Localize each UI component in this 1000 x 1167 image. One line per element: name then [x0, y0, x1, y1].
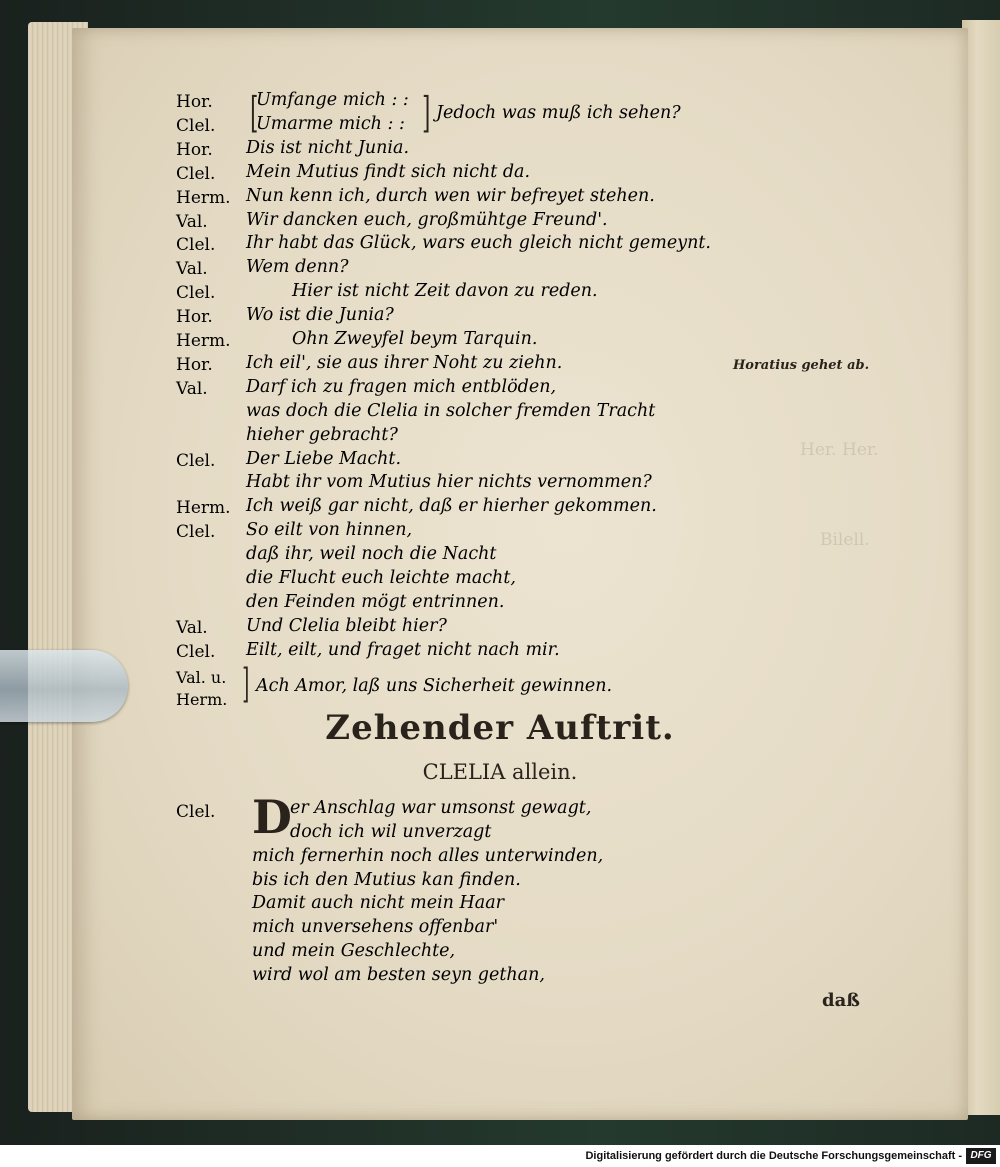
speaker-label: Hor.: [176, 139, 213, 160]
left-bracket: [: [250, 88, 259, 137]
dialogue-line: Ich eil', sie aus ihrer Noht zu ziehn.: [246, 352, 563, 373]
dialogue-line: Hier ist nicht Zeit davon zu reden.: [292, 281, 598, 302]
dialogue-line: was doch die Clelia in solcher fremden Tracht: [246, 400, 656, 421]
dialogue-line: Dis ist nicht Junia.: [246, 137, 410, 158]
scene-line: bis ich den Mutius kan finden.: [252, 869, 521, 890]
dialogue-line: Darf ich zu fragen mich entblöden,: [246, 376, 557, 397]
dialogue-line: Umarme mich : :: [256, 113, 405, 134]
dialogue-line: den Feinden mögt entrinnen.: [246, 591, 505, 612]
right-bracket: ]: [422, 88, 431, 137]
joint-speaker-1: Val. u.: [176, 668, 227, 687]
speaker-label: Clel.: [176, 235, 216, 256]
dialogue-line: Habt ihr vom Mutius hier nichts vernommen?: [246, 472, 652, 493]
joint-speaker-2: Herm.: [176, 690, 228, 709]
joint-line: Ach Amor, laß uns Sicherheit gewinnen.: [256, 676, 613, 696]
dialogue-line: daß ihr, weil noch die Nacht: [246, 544, 497, 565]
speaker-label: Herm.: [176, 498, 231, 519]
scene-line: mich unversehens offenbar': [252, 917, 499, 938]
scene-line: Damit auch nicht mein Haar: [252, 893, 504, 914]
speaker-label: Clel.: [176, 115, 216, 136]
drop-cap: D: [252, 790, 292, 844]
dialogue-line: die Flucht euch leichte macht,: [246, 568, 516, 588]
speaker-label: Val.: [176, 378, 208, 399]
speaker-label: Clel.: [176, 641, 216, 662]
scene-subtitle: CLELIA allein.: [422, 760, 578, 784]
speaker-label: Val.: [176, 211, 208, 232]
footer-credit: Digitalisierung gefördert durch die Deutsche Forschungsgemeinschaft -: [585, 1150, 962, 1162]
speaker-label: Clel.: [176, 283, 216, 304]
dialogue-line: Der Liebe Macht.: [246, 448, 402, 469]
dialogue-line: Eilt, eilt, und fraget nicht nach mir.: [246, 639, 560, 660]
speaker-label: Herm.: [176, 331, 231, 351]
speaker-label: Val.: [176, 617, 208, 638]
speaker-label: Clel.: [176, 163, 216, 184]
speaker-label: Clel.: [176, 522, 216, 543]
scene-first-line: er Anschlag war umsonst gewagt,: [290, 798, 592, 818]
speaker-label: Val.: [176, 259, 208, 280]
joint-bracket: ]: [242, 661, 250, 707]
bleed-through: Bilell.: [820, 530, 870, 550]
scene-speaker: Clel.: [176, 802, 216, 822]
bracket-line: Jedoch was muß ich sehen?: [436, 103, 681, 123]
bleed-through: Her. Her.: [800, 440, 879, 460]
dialogue-line: Wem denn?: [246, 257, 349, 278]
dialogue-line: Und Clelia bleibt hier?: [246, 615, 447, 636]
dialogue-line: Umfange mich : :: [256, 90, 409, 110]
speaker-label: Hor.: [176, 307, 213, 328]
dialogue-line: hieher gebracht?: [246, 424, 398, 445]
scene-title: Zehender Auftrit.: [325, 708, 675, 748]
stage-direction: Horatius gehet ab.: [733, 358, 870, 373]
dfg-logo: DFG: [966, 1148, 996, 1164]
dialogue-line: So eilt von hinnen,: [246, 520, 413, 541]
scene-line: mich fernerhin noch alles unterwinden,: [252, 845, 604, 866]
speaker-label: Herm.: [176, 187, 231, 208]
speaker-label: Hor.: [176, 92, 213, 112]
scene-line: wird wol am besten seyn gethan,: [252, 964, 545, 985]
page-clip: [0, 650, 128, 722]
dialogue-line: Mein Mutius findt sich nicht da.: [246, 161, 531, 182]
speaker-label: Clel.: [176, 450, 216, 471]
catchword: daß: [822, 990, 860, 1011]
dialogue-line: Ihr habt das Glück, wars euch gleich nicht gemeynt.: [246, 233, 711, 254]
dialogue-line: Ohn Zweyfel beym Tarquin.: [292, 329, 538, 349]
dialogue-line: Ich weiß gar nicht, daß er hierher gekommen.: [246, 496, 657, 517]
speaker-label: Hor.: [176, 354, 213, 375]
dialogue-line: Nun kenn ich, durch wen wir befreyet stehen.: [246, 185, 655, 206]
dialogue-line: Wir dancken euch, großmühtge Freund'.: [246, 209, 608, 230]
scene-line: doch ich wil unverzagt: [290, 822, 492, 842]
dialogue-line: Wo ist die Junia?: [246, 305, 394, 326]
scene-line: und mein Geschlechte,: [252, 941, 456, 961]
